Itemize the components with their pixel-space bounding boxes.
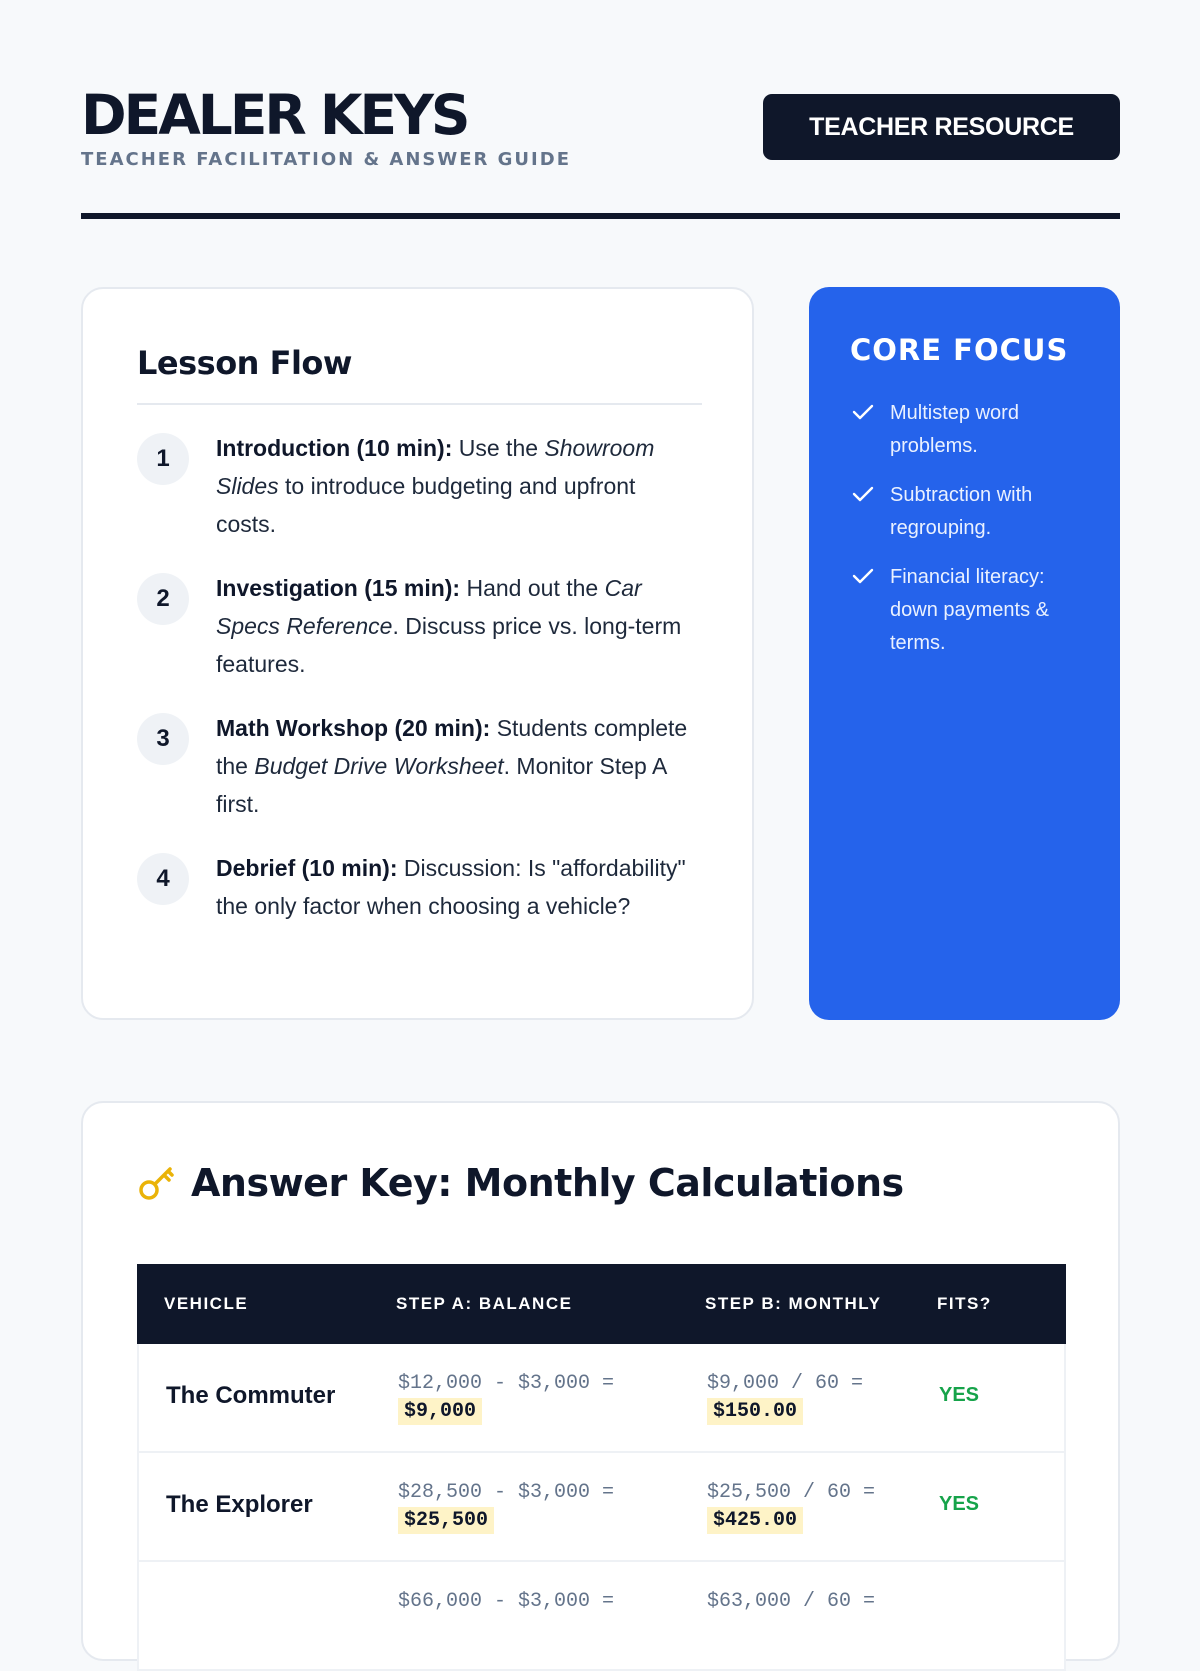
step-a-calculation [398,1588,614,1615]
table-row [137,1344,1066,1453]
step-b-result: $425.00 [707,1507,803,1534]
core-focus-list [850,397,1090,676]
step-a-result: $25,500 [398,1507,494,1534]
step-description [216,429,691,543]
teacher-resource-badge: TEACHER RESOURCE [763,94,1120,160]
answer-key-title: Answer Key: Monthly Calculations [191,1161,904,1205]
key-icon [137,1163,177,1203]
lesson-step [137,849,707,989]
step-label: Introduction (10 min): [216,435,453,461]
vehicle-name: The Explorer [166,1491,313,1518]
step-a-calculation [398,1479,614,1534]
core-focus-item [850,397,1090,463]
step-a-calculation [398,1370,614,1425]
step-description [216,849,691,925]
step-text-pre: Discussion: Is "affordability" the only factor when choosing a vehicle? [216,855,686,919]
core-focus-item [850,479,1090,545]
step-b-expression: $63,000 / 60 = [707,1590,876,1613]
step-material: Car Specs Reference [216,575,642,639]
step-description [216,569,691,683]
step-a-result: $9,000 [398,1398,482,1425]
fits-status: YES [939,1384,980,1406]
step-material: Showroom Slides [216,435,655,499]
step-b-expression: $25,500 / 60 = [707,1481,876,1504]
step-number-badge: 3 [137,713,189,765]
page-header [81,84,1120,174]
page-subtitle: TEACHER FACILITATION & ANSWER GUIDE [81,149,571,170]
header-divider [81,213,1120,219]
fits-status: YES [939,1493,980,1515]
step-b-result: $150.00 [707,1398,803,1425]
step-a-expression: $66,000 - $3,000 = [398,1590,615,1613]
core-focus-text: Financial literacy: down payments & terms. [890,566,1049,654]
lesson-flow-card [81,287,754,1020]
step-number-badge: 2 [137,573,189,625]
lesson-step [137,429,707,569]
column-header-fits: FITS? [937,1294,992,1313]
core-focus-card [809,287,1120,1020]
step-a-expression: $28,500 - $3,000 = [398,1481,615,1504]
step-b-calculation [707,1479,875,1534]
column-header-vehicle: VEHICLE [164,1294,249,1313]
step-text-pre: Students complete the [216,715,688,779]
table-row [137,1562,1066,1671]
table-header [137,1264,1066,1344]
step-b-calculation [707,1588,875,1615]
core-focus-item [850,561,1090,660]
check-icon [852,485,874,503]
core-focus-text: Multistep word problems. [890,402,1019,457]
step-number-badge: 1 [137,433,189,485]
step-b-calculation [707,1370,863,1425]
step-label: Math Workshop (20 min): [216,715,491,741]
page-title: DEALER KEYS [81,83,468,147]
step-a-expression: $12,000 - $3,000 = [398,1372,615,1395]
step-text-pre: Use the [452,435,545,461]
core-focus-text: Subtraction with regrouping. [890,484,1033,539]
lesson-step [137,569,707,709]
step-text-post: . Monitor Step A first. [216,753,667,817]
lesson-step [137,709,707,849]
step-number-badge: 4 [137,853,189,905]
answer-key-table [137,1264,1066,1671]
column-header-step-a: STEP A: BALANCE [396,1294,573,1313]
table-row [137,1453,1066,1562]
step-label: Investigation (15 min): [216,575,461,601]
core-focus-title: CORE FOCUS [850,333,1069,367]
step-text-post: . Discuss price vs. long-term features. [216,613,682,677]
lesson-flow-heading: Lesson Flow [137,344,352,382]
lesson-steps-list [137,429,707,989]
step-b-expression: $9,000 / 60 = [707,1372,864,1395]
step-text-post: to introduce budgeting and upfront costs. [216,473,636,537]
check-icon [852,403,874,421]
step-material: Budget Drive Worksheet [254,753,504,779]
check-icon [852,567,874,585]
column-header-step-b: STEP B: MONTHLY [705,1294,882,1313]
step-label: Debrief (10 min): [216,855,398,881]
answer-key-heading [137,1161,904,1205]
vehicle-name: The Commuter [166,1382,336,1409]
step-text-pre: Hand out the [460,575,605,601]
answer-key-card [81,1101,1120,1661]
lesson-flow-divider [137,403,702,405]
step-description [216,709,691,823]
